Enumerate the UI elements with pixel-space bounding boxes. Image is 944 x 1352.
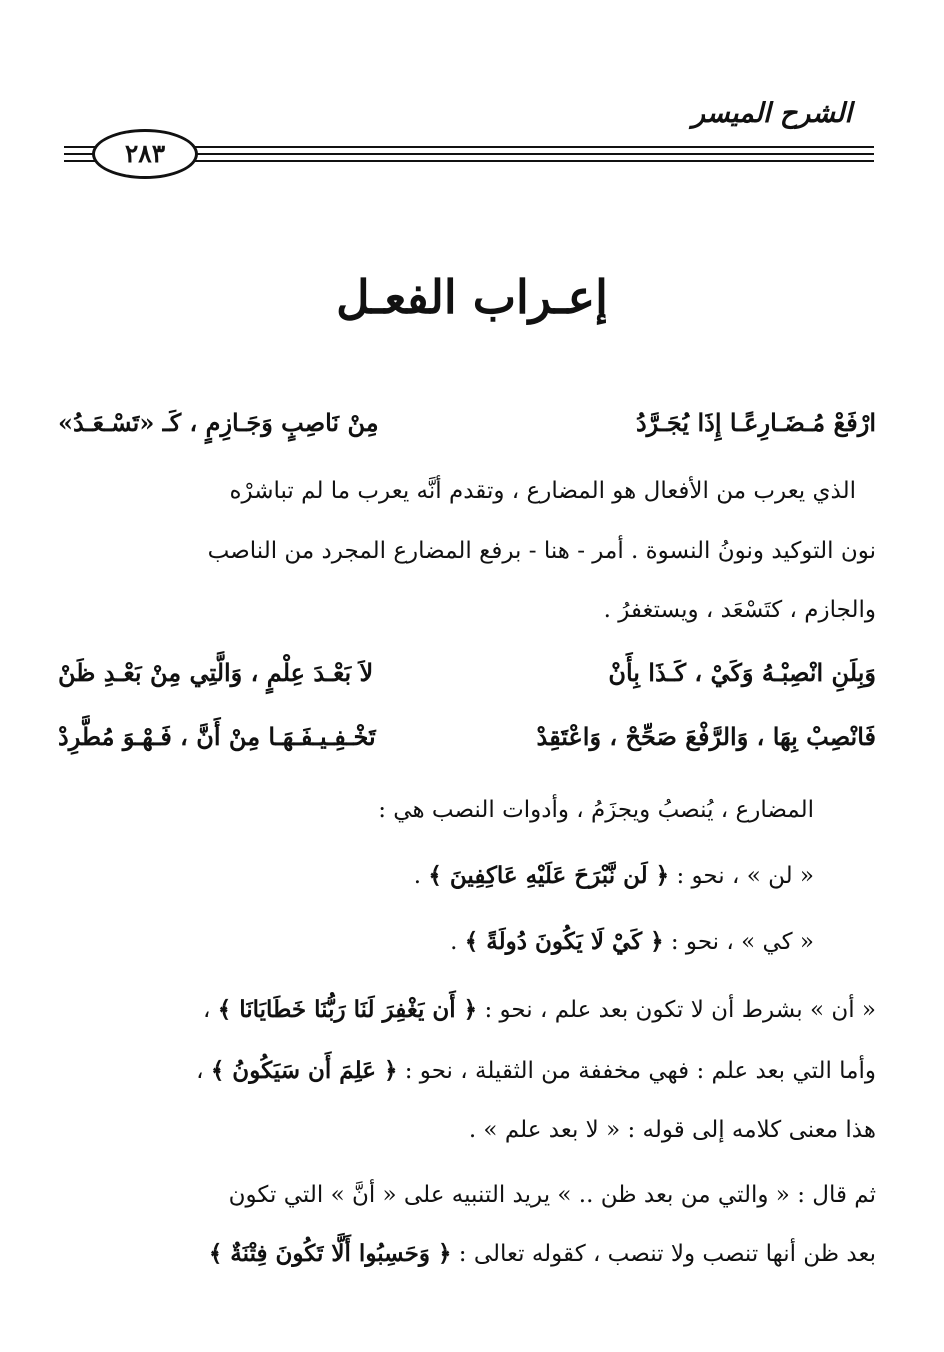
verse-line bbox=[58, 722, 876, 768]
text-line: ثم قال : « والتي من بعد ظن .. » يريد التنبيه على « أنَّ » التي تكون bbox=[228, 1182, 876, 1208]
text-line: نون التوكيد ونونُ النسوة . أمر - هنا - برفع المضارع المجرد من الناصب bbox=[207, 538, 876, 564]
example-lead: « أن » بشرط أن لا تكون بعد علم ، نحو : bbox=[484, 997, 876, 1023]
verse-hemistich-first: فَانْصِبْ بِهَا ، وَالرَّفْعَ صَحِّحْ ، وَاعْتَقِدْ bbox=[536, 722, 876, 751]
text-line: هذا معنى كلامه إلى قوله : « لا بعد علم » . bbox=[468, 1117, 876, 1143]
example-line bbox=[60, 928, 814, 955]
verse-line bbox=[58, 408, 876, 454]
example-line bbox=[60, 1240, 876, 1267]
example-lead: بعد ظن أنها تنصب ولا تنصب ، كقوله تعالى : bbox=[458, 1241, 876, 1267]
example-end: . bbox=[413, 863, 422, 889]
verse-hemistich-second: تَخْـفِـيـفَـهَـا مِنْ أَنَّ ، فَـهْـوَ مُطَّرِدْ bbox=[58, 722, 376, 751]
chapter-title: إعـراب الفعـل bbox=[336, 270, 608, 324]
page-number: ٢٨٣ bbox=[92, 129, 198, 179]
text-line: المضارع ، يُنصبُ ويجزَمُ ، وأدوات النصب هي : bbox=[378, 797, 814, 823]
verse-hemistich-second: لاَ بَعْـدَ عِلْمٍ ، وَالَّتِي مِنْ بَعْـدِ ظَنْ bbox=[58, 658, 374, 687]
example-lead: « لن » ، نحو : bbox=[676, 863, 814, 889]
example-line bbox=[60, 862, 814, 889]
quran-quote: ﴿ أَن يَغْفِرَ لَنَا رَبُّنَا خَطَايَانَا ﴾ bbox=[217, 996, 478, 1023]
verse-line bbox=[58, 658, 876, 704]
text-line: والجازم ، كتَسْعَد ، ويستغفرُ . bbox=[603, 597, 876, 623]
verse-hemistich-first: وَبِلَنِ انْصِبْـهُ وَكَيْ ، كَـذَا بِأَنْ bbox=[608, 658, 876, 687]
verse-hemistich-second: مِنْ نَاصِبٍ وَجَـازِمٍ ، كَـ «تَسْـعَـدُ» bbox=[58, 408, 379, 437]
example-lead: « كي » ، نحو : bbox=[670, 929, 814, 955]
quran-quote: ﴿ وَحَسِبُوا أَلَّا تَكُونَ فِتْنَةٌ ﴾ bbox=[208, 1240, 452, 1267]
example-line bbox=[60, 1057, 876, 1084]
example-end: ، bbox=[196, 1058, 204, 1084]
quran-quote: ﴿ لَن نَّبْرَحَ عَلَيْهِ عَاكِفِينَ ﴾ bbox=[428, 862, 670, 889]
example-lead: وأما التي بعد علم : فهي مخففة من الثقيلة ، نحو : bbox=[404, 1058, 876, 1084]
quran-quote: ﴿ كَيْ لَا يَكُونَ دُولَةً ﴾ bbox=[464, 928, 664, 955]
example-end: . bbox=[450, 929, 458, 955]
example-line bbox=[60, 996, 876, 1023]
example-end: ، bbox=[202, 997, 211, 1023]
verse-hemistich-first: ارْفَعْ مُـضَـارِعًـا إِذَا يُجَـرَّدُ bbox=[635, 408, 876, 437]
quran-quote: ﴿ عَلِمَ أَن سَيَكُونُ ﴾ bbox=[210, 1057, 398, 1084]
running-title: الشرح الميسر bbox=[691, 98, 852, 129]
text-line: الذي يعرب من الأفعال هو المضارع ، وتقدم أنَّه يعرب ما لم تباشرْه bbox=[229, 478, 856, 504]
